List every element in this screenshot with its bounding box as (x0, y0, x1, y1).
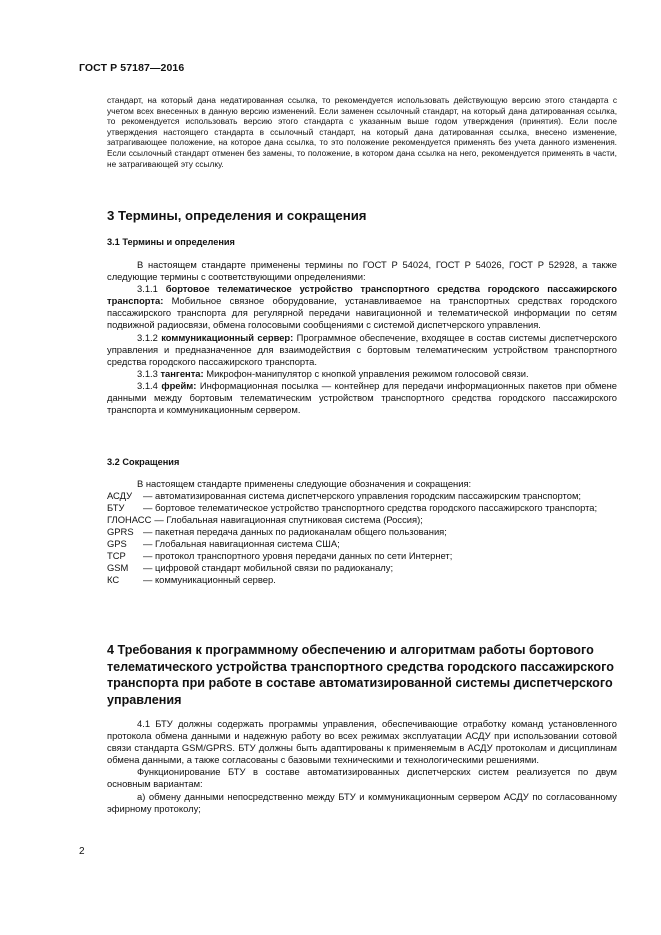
term-number: 3.1.3 (137, 367, 158, 379)
abbreviation-text: — Глобальная навигационная система США; (143, 538, 340, 550)
section-4-paragraph: Функционирование БТУ в составе автоматизированных диспетчерских систем реализуется по двум основным вариантам: (107, 766, 617, 790)
abbreviation-key: GPS (107, 538, 127, 550)
abbreviation-row (107, 514, 617, 526)
abbreviation-text: — цифровой стандарт мобильной связи по радиоканалу; (143, 562, 394, 574)
section-4-body (107, 718, 617, 815)
term-name: фрейм: (161, 379, 197, 391)
abbreviation-text: — протокол транспортного уровня передачи данных по сети Интернет; (143, 550, 453, 562)
abbreviation-key: ГЛОНАСС (107, 514, 152, 526)
abbreviations-block (107, 478, 617, 586)
term-item (107, 380, 617, 416)
abbreviations-intro: В настоящем стандарте применены следующие обозначения и сокращения: (137, 478, 472, 489)
abbreviation-key: GSM (107, 562, 129, 574)
abbreviation-text: — автоматизированная система диспетчерского управления городским пассажирским транспортом; (143, 490, 581, 502)
term-definition: Мобильное связное оборудование, устанавливаемое на транспортных средствах городского пассажирского транспорта для регулярной передачи навигационной и телематической информации по сетям подвижной радиосвязи, обмена голосовыми сообщениями с системой диспетчерского управления. (107, 295, 617, 331)
intro-paragraph (107, 95, 617, 169)
term-definition: Программное обеспечение, входящее в состав системы диспетчерского управления и предназначенное для взаимодействия с бортовым телематическим устройством транспортного средства городского пассажирского транспорта. (107, 331, 617, 367)
abbreviation-row (107, 538, 617, 550)
abbreviation-key: КС (107, 574, 120, 586)
abbreviation-row (107, 502, 617, 514)
section-3-2-title: 3.2 Сокращения (107, 457, 180, 467)
section-3-1-title: 3.1 Термины и определения (107, 237, 235, 247)
term-item (107, 368, 617, 380)
abbreviation-key: БТУ (107, 502, 125, 514)
term-name: бортовое телематическое устройство транспортного средства городского пассажирского транспорта: (107, 283, 617, 307)
term-definition: Микрофон-манипулятор с кнопкой управления режимом голосовой связи. (206, 367, 529, 379)
abbreviation-text: — пакетная передача данных по радиоканалам общего пользования; (143, 526, 447, 538)
term-definition: Информационная посылка — контейнер для передачи информационных пакетов при обмене данными между бортовым телематическим устройством транспортного средства городского пассажирского транспорта и коммуникационным сервером. (107, 379, 618, 416)
section-3-title: 3 Термины, определения и сокращения (107, 208, 367, 223)
term-item (107, 332, 617, 368)
abbreviation-text: — бортовое телематическое устройство транспортного средства городского пассажирского транспорта; (143, 502, 598, 514)
abbreviation-text: — Глобальная навигационная спутниковая система (Россия); (154, 514, 423, 526)
terms-block (107, 259, 617, 416)
abbreviation-row (107, 550, 617, 562)
abbreviation-row (107, 490, 617, 502)
term-name: тангента: (160, 367, 204, 379)
abbreviation-row (107, 574, 617, 586)
abbreviation-row (107, 526, 617, 538)
term-number: 3.1.2 (137, 331, 158, 343)
abbreviation-key: GPRS (107, 526, 134, 538)
abbreviation-row (107, 562, 617, 574)
section-4-title: 4 Требования к программному обеспечению и алгоритмам работы бортового телематического устройства транспортного средства городского пассажирского транспорта при работе в составе автоматизированной системы диспетчерского управления (107, 643, 614, 707)
page-number: 2 (79, 846, 85, 857)
document-header: ГОСТ Р 57187—2016 (79, 62, 185, 74)
term-item (107, 283, 617, 331)
section-4-paragraph: 4.1 БТУ должны содержать программы управления, обеспечивающие отработку команд установленного протокола обмена данными и надежную работу во всех режимах эксплуатации АСДУ при использовании сотовой связи стандарта GSM/GPRS. БТУ должны быть адаптированы к применяемым в АСДУ протоколам и дисциплинам обмена данными, а также согласованы с базовыми техническими и технологическими решениями. (107, 718, 617, 766)
terms-intro: В настоящем стандарте применены термины по ГОСТ Р 54024, ГОСТ Р 54026, ГОСТ Р 52928, а также следующие термины с соответствующими определениями: (107, 259, 617, 283)
abbreviation-key: TCP (107, 550, 126, 562)
intro-text: стандарт, на который дана недатированная ссылка, то рекомендуется использовать действующую версию этого стандарта с учетом всех внесенных в данную версию изменений. Если заменен ссылочный стандарт, на который дана датированная ссылка, то рекомендуется использовать версию этого стандарта с указанным выше годом утверждения (принятия). Если после утверждения настоящего стандарта в ссылочный стандарт, на который дана датированная ссылка, внесено изменение, затрагивающее положение, на которое дана ссылка, то это положение рекомендуется применять без учета данного изменения. Если ссылочный стандарт отменен без замены, то положение, в котором дана ссылка на него, рекомендуется применять в части, не затрагивающей эту ссылку. (107, 95, 617, 169)
term-name: коммуникационный сервер: (161, 331, 294, 343)
abbreviation-text: — коммуникационный сервер. (143, 574, 276, 586)
term-number: 3.1.4 (137, 379, 158, 391)
abbreviation-key: АСДУ (107, 490, 133, 502)
section-4-paragraph: а) обмену данными непосредственно между БТУ и коммуникационным сервером АСДУ по согласованному эфирному протоколу; (107, 790, 617, 814)
term-number: 3.1.1 (137, 283, 158, 295)
